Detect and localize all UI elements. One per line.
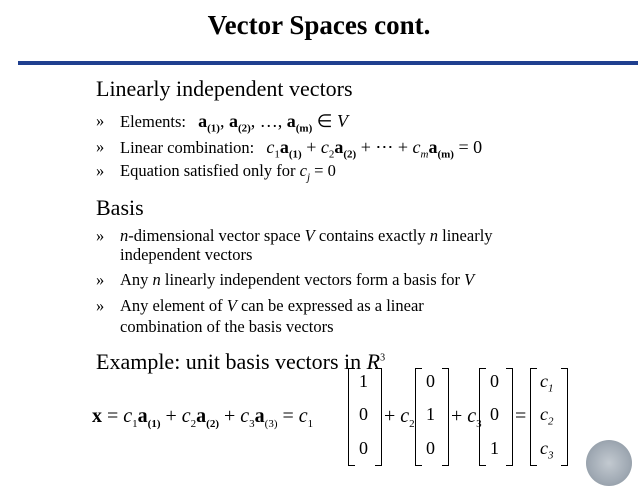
c2-entry: $c_2$ <box>540 404 554 428</box>
bullet-n-dimensional <box>96 226 493 246</box>
coefficient-vector <box>530 368 568 466</box>
combination-formula: $c_1a_{(1)} + c_2a_{(2)}$ + ⋯ + $c_ma_{(m)} = 0$ <box>266 137 483 161</box>
v-var: V <box>304 226 315 245</box>
text: contains exactly <box>314 226 430 245</box>
bullet-elements <box>96 111 348 135</box>
bullet-marker: » <box>96 161 105 180</box>
n-var: n <box>120 226 129 245</box>
plus-c2: + $c_2$ <box>384 405 415 430</box>
heading-example <box>96 349 385 375</box>
cj-sub: j <box>306 171 311 184</box>
example-equation-lhs: $x = c_1a_{(1)} + c_2a_{(2)} + c_3a_{(3)} = c_1$ <box>92 405 314 430</box>
vec1-entry: 0 <box>359 404 368 424</box>
bullet-equation-text: Equation satisfied only for <box>120 161 296 180</box>
heading-basis: Basis <box>96 195 144 220</box>
bullet-marker: » <box>96 111 105 130</box>
n-var: n <box>429 226 439 245</box>
bullet-any-n <box>96 270 475 290</box>
bullet-marker: » <box>96 296 105 315</box>
bullet-marker: » <box>96 137 105 156</box>
vec3-entry: 0 <box>490 371 499 391</box>
vec3-entry: 0 <box>490 404 499 424</box>
cj-var: c <box>299 161 307 180</box>
vec1-entry: 1 <box>359 371 368 391</box>
vec2-entry: 1 <box>426 404 435 424</box>
unit-vector-2 <box>415 368 449 466</box>
bullet-any-element-line2: combination of the basis vectors <box>120 317 334 336</box>
text: Any <box>120 270 153 289</box>
plus-c3: + $c_3$ <box>451 405 482 430</box>
bullet-elements-label: Elements: <box>120 112 186 131</box>
text: Any element of <box>120 296 227 315</box>
text: linearly <box>438 226 493 245</box>
cj-tail: = 0 <box>314 161 336 180</box>
bullet-linear-combination <box>96 137 483 161</box>
r-sup: 3 <box>380 352 386 364</box>
v-var: V <box>226 296 237 315</box>
slide-title: Vector Spaces cont. <box>207 10 431 40</box>
bullet-marker: » <box>96 270 105 289</box>
bullet-any-element <box>96 296 424 316</box>
n-var: n <box>152 270 161 289</box>
unit-vector-3 <box>479 368 513 466</box>
bullet-n-dimensional-line2: independent vectors <box>120 245 253 264</box>
vec3-entry: 1 <box>490 438 499 458</box>
vec2-entry: 0 <box>426 438 435 458</box>
v-var: V <box>464 270 475 289</box>
text: -dimensional vector space <box>128 226 305 245</box>
vec1-entry: 0 <box>359 438 368 458</box>
vec2-entry: 0 <box>426 371 435 391</box>
heading-linearly-independent: Linearly independent vectors <box>96 76 353 101</box>
equals-sign: = <box>515 405 527 427</box>
title-rule <box>18 61 638 65</box>
text: linearly independent vectors form a basis for <box>160 270 465 289</box>
university-seal-logo <box>586 440 632 486</box>
bullet-marker: » <box>96 226 105 245</box>
unit-vector-1 <box>348 368 382 466</box>
r-var: R <box>366 349 381 374</box>
elements-formula: $a_{(1)}$, $a_{(2)}$, …, $a_{(m)}$ ∈ V <box>198 111 348 135</box>
bullet-combination-label: Linear combination: <box>120 138 255 157</box>
c1-entry: $c_1$ <box>540 371 554 395</box>
text: can be expressed as a linear <box>236 296 424 315</box>
bullet-equation-satisfied <box>96 161 336 184</box>
c3-entry: $c_3$ <box>540 438 554 462</box>
example-text: Example: unit basis vectors in <box>96 349 367 374</box>
